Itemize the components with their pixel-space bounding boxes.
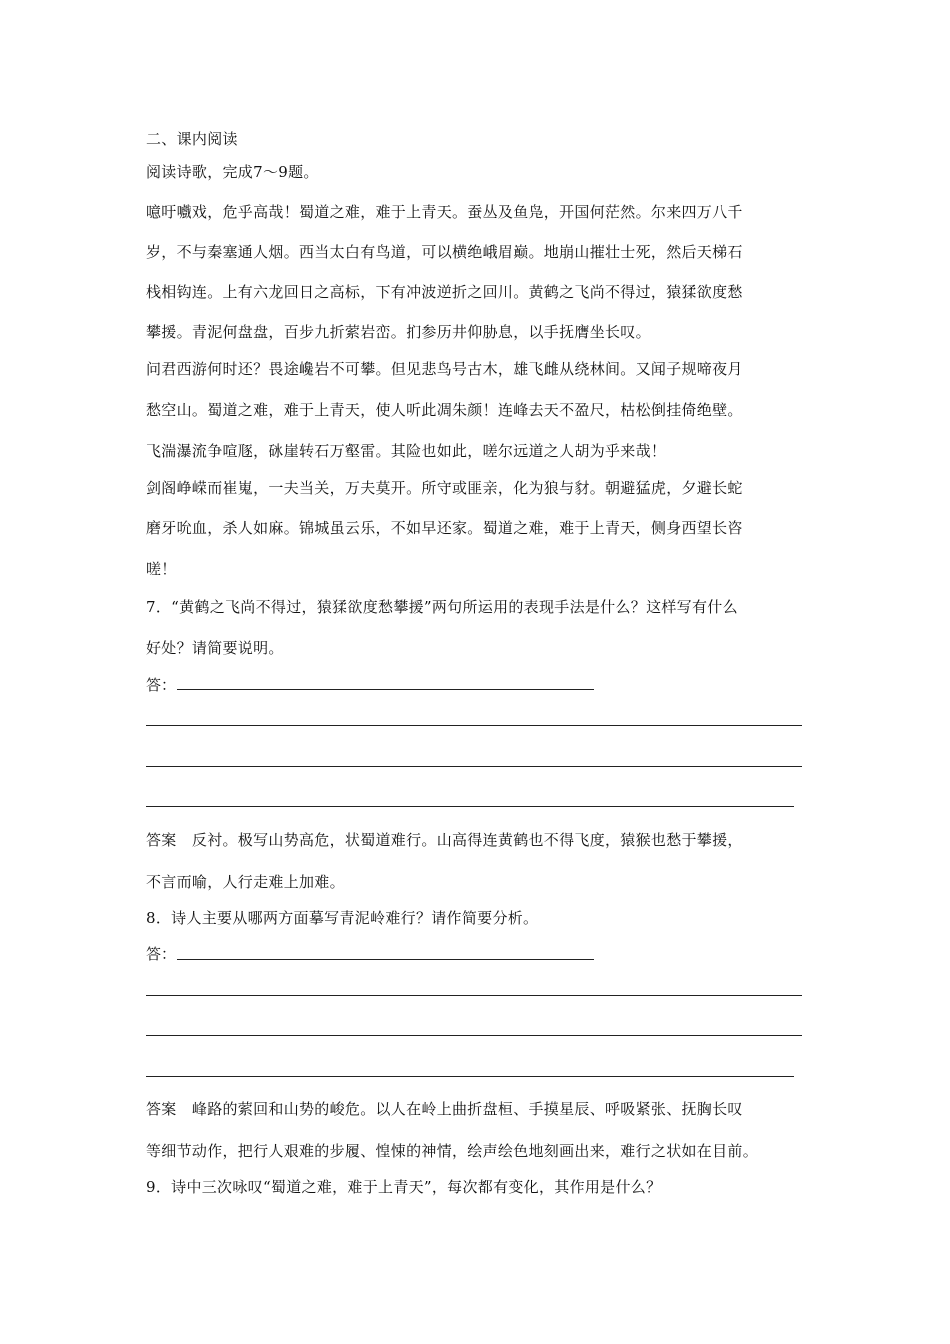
answer-key: 等细节动作，把行人艰难的步履、惶悚的神情，绘声绘色地刻画出来，难行之状如在目前。 (146, 1142, 759, 1160)
poem-line: 栈相钩连。上有六龙回日之高标，下有冲波逆折之回川。黄鹤之飞尚不得过，猿猱欲度愁 (146, 283, 743, 301)
question-8-text: 8．诗人主要从哪两方面摹写青泥岭难行？请作简要分析。 (146, 909, 539, 927)
poem-line: 岁，不与秦塞通人烟。西当太白有鸟道，可以横绝峨眉巅。地崩山摧壮士死，然后天梯石 (146, 243, 743, 261)
answer-line (146, 1076, 794, 1077)
answer-key: 不言而喻，人行走难上加难。 (146, 873, 345, 891)
answer-line (146, 995, 802, 996)
answer-line (177, 959, 594, 960)
poem-line: 嗟！ (146, 560, 177, 578)
poem-line: 愁空山。蜀道之难，难于上青天，使人听此凋朱颜！连峰去天不盈尺，枯松倒挂倚绝壁。 (146, 401, 743, 419)
answer-line (177, 689, 594, 690)
poem-line: 剑阁峥嵘而崔嵬，一夫当关，万夫莫开。所守或匪亲，化为狼与豺。朝避猛虎，夕避长蛇 (146, 479, 743, 497)
answer-key: 答案 峰路的萦回和山势的峻危。以人在岭上曲折盘桓、手摸星辰、呼吸紧张、抚胸长叹 (146, 1100, 743, 1118)
question-9-text: 9．诗中三次咏叹“蜀道之难，难于上青天”，每次都有变化，其作用是什么？ (146, 1178, 662, 1196)
poem-line: 攀援。青泥何盘盘，百步九折萦岩峦。扪参历井仰胁息，以手抚膺坐长叹。 (146, 323, 651, 341)
poem-line: 飞湍瀑流争喧豗，砯崖转石万壑雷。其险也如此，嗟尔远道之人胡为乎来哉！ (146, 442, 667, 460)
answer-line (146, 766, 802, 767)
answer-label: 答： (146, 676, 177, 694)
answer-key: 答案 反衬。极写山势高危，状蜀道难行。山高得连黄鹤也不得飞度，猿猴也愁于攀援， (146, 831, 743, 849)
answer-line (146, 806, 794, 807)
answer-line (146, 725, 802, 726)
poem-line: 问君西游何时还？畏途巉岩不可攀。但见悲鸟号古木，雄飞雌从绕林间。又闻子规啼夜月 (146, 360, 743, 378)
question-7-text: 好处？请简要说明。 (146, 639, 284, 657)
instruction: 阅读诗歌，完成7～9题。 (146, 163, 319, 181)
answer-line (146, 1035, 802, 1036)
answer-label: 答： (146, 945, 177, 963)
section-title: 二、课内阅读 (146, 130, 238, 148)
poem-line: 噫吁嚱戏，危乎高哉！蜀道之难，难于上青天。蚕丛及鱼凫，开国何茫然。尔来四万八千 (146, 203, 743, 221)
question-7-text: 7．“黄鹤之飞尚不得过，猿猱欲度愁攀援”两句所运用的表现手法是什么？这样写有什么 (146, 598, 738, 616)
poem-line: 磨牙吮血，杀人如麻。锦城虽云乐，不如早还家。蜀道之难，难于上青天，侧身西望长咨 (146, 519, 743, 537)
